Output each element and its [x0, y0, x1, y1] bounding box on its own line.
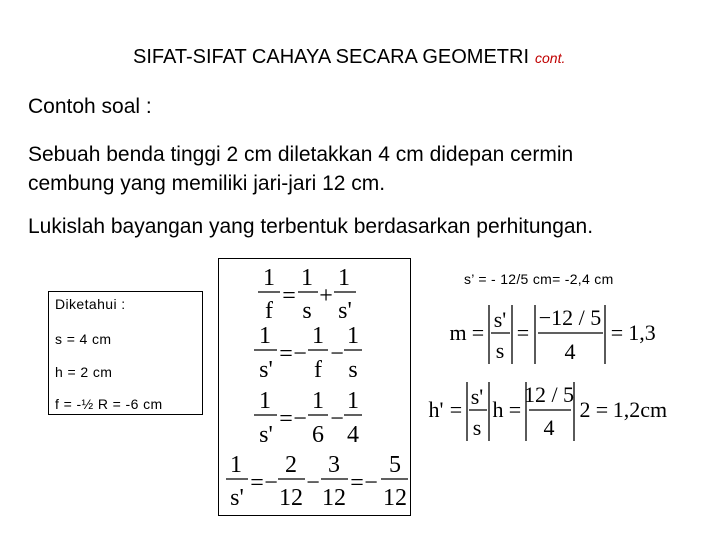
- instruction: Lukislah bayangan yang terbentuk berdasarkan perhitungan.: [28, 215, 594, 238]
- hgt-frac-den: 4: [543, 415, 555, 440]
- known-item-f: f = -½ R = -6 cm: [55, 396, 163, 412]
- known-header: Diketahui :: [55, 296, 126, 312]
- eq4-minus-2: −: [306, 470, 320, 496]
- eq2-num-2: 1: [312, 323, 324, 349]
- eq-row-1: [258, 265, 356, 324]
- eq2-minus: −: [330, 341, 344, 367]
- eq3-den-4: 4: [347, 422, 359, 448]
- eq4-den-12a: 12: [279, 485, 303, 511]
- eq2-minus-lead: −: [293, 341, 307, 367]
- eq4-num-1: 1: [230, 452, 242, 478]
- magnification-formula: [449, 305, 655, 364]
- example-label: Contoh soal :: [28, 95, 152, 118]
- eq2-equals: =: [279, 341, 293, 367]
- eq-row-3: [254, 388, 362, 448]
- title-cont: cont.: [535, 50, 566, 66]
- hgt-abs-den: s: [472, 415, 482, 440]
- eq4-num-5: 5: [389, 452, 401, 478]
- eq1-plus: +: [319, 283, 333, 309]
- eq3-equals: =: [279, 406, 293, 432]
- eq4-minus-1: −: [264, 470, 278, 496]
- eq3-den-sprime: s': [259, 422, 273, 448]
- result-s-prime: s’ = - 12/5 cm= -2,4 cm: [464, 271, 614, 287]
- eq1-den-f: f: [265, 298, 273, 324]
- problem-line-1: Sebuah benda tinggi 2 cm diletakkan 4 cm didepan cermin: [28, 143, 574, 166]
- hgt-abs-num: s': [470, 384, 484, 409]
- eq3-minus: −: [330, 406, 344, 432]
- eq4-minus-3: −: [364, 470, 378, 496]
- eq4-den-12b: 12: [322, 485, 346, 511]
- eq4-num-3: 3: [328, 452, 340, 478]
- hgt-result: 1,2cm: [612, 397, 668, 422]
- title-main: SIFAT-SIFAT CAHAYA SECARA GEOMETRI: [133, 46, 530, 68]
- eq3-num-3: 1: [347, 388, 359, 414]
- eq4-den-sprime: s': [230, 485, 244, 511]
- eq4-num-2: 2: [285, 452, 297, 478]
- hgt-frac-num: 12 / 5: [523, 382, 575, 407]
- eq1-den-s: s: [302, 298, 312, 324]
- mag-equals-3: =: [610, 320, 624, 345]
- mag-result: 1,3: [628, 320, 656, 345]
- eq-row-2: [254, 323, 362, 383]
- eq4-den-12c: 12: [383, 485, 407, 511]
- eq2-den-s: s: [348, 357, 358, 383]
- eq3-num-2: 1: [312, 388, 324, 414]
- mag-abs-num: s': [493, 307, 507, 332]
- eq4-equals-1: =: [250, 470, 264, 496]
- known-item-s: s = 4 cm: [55, 331, 112, 347]
- eq-row-4: [226, 452, 408, 511]
- hgt-h: h: [492, 397, 504, 422]
- mag-abs-den: s: [495, 338, 505, 363]
- mag-m: m: [449, 320, 467, 345]
- mag-equals-1: =: [471, 320, 485, 345]
- eq1-num-2: 1: [301, 265, 313, 291]
- hgt-hprime: h': [428, 397, 444, 422]
- eq2-den-sprime: s': [259, 357, 273, 383]
- eq1-den-sprime: s': [338, 298, 352, 324]
- mag-equals-2: =: [516, 320, 530, 345]
- mag-frac-num: −12 / 5: [538, 305, 602, 330]
- eq1-equals: =: [282, 283, 296, 309]
- hgt-equals-3: =: [595, 397, 609, 422]
- eq3-minus-lead: −: [293, 406, 307, 432]
- hgt-two: 2: [579, 397, 591, 422]
- eq2-num-1: 1: [259, 323, 271, 349]
- known-item-h: h = 2 cm: [55, 364, 113, 380]
- image-height-formula: [429, 382, 668, 441]
- eq1-num-3: 1: [338, 265, 350, 291]
- hgt-equals-2: =: [508, 397, 522, 422]
- hgt-equals-1: =: [449, 397, 463, 422]
- eq2-num-3: 1: [347, 323, 359, 349]
- eq1-num-1: 1: [263, 265, 275, 291]
- eq4-equals-2: =: [350, 470, 364, 496]
- eq3-den-6: 6: [312, 422, 324, 448]
- problem-line-2: cembung yang memiliki jari-jari 12 cm.: [28, 172, 386, 195]
- eq3-num-1: 1: [259, 388, 271, 414]
- mag-frac-den: 4: [564, 339, 576, 364]
- eq2-den-f: f: [314, 357, 322, 383]
